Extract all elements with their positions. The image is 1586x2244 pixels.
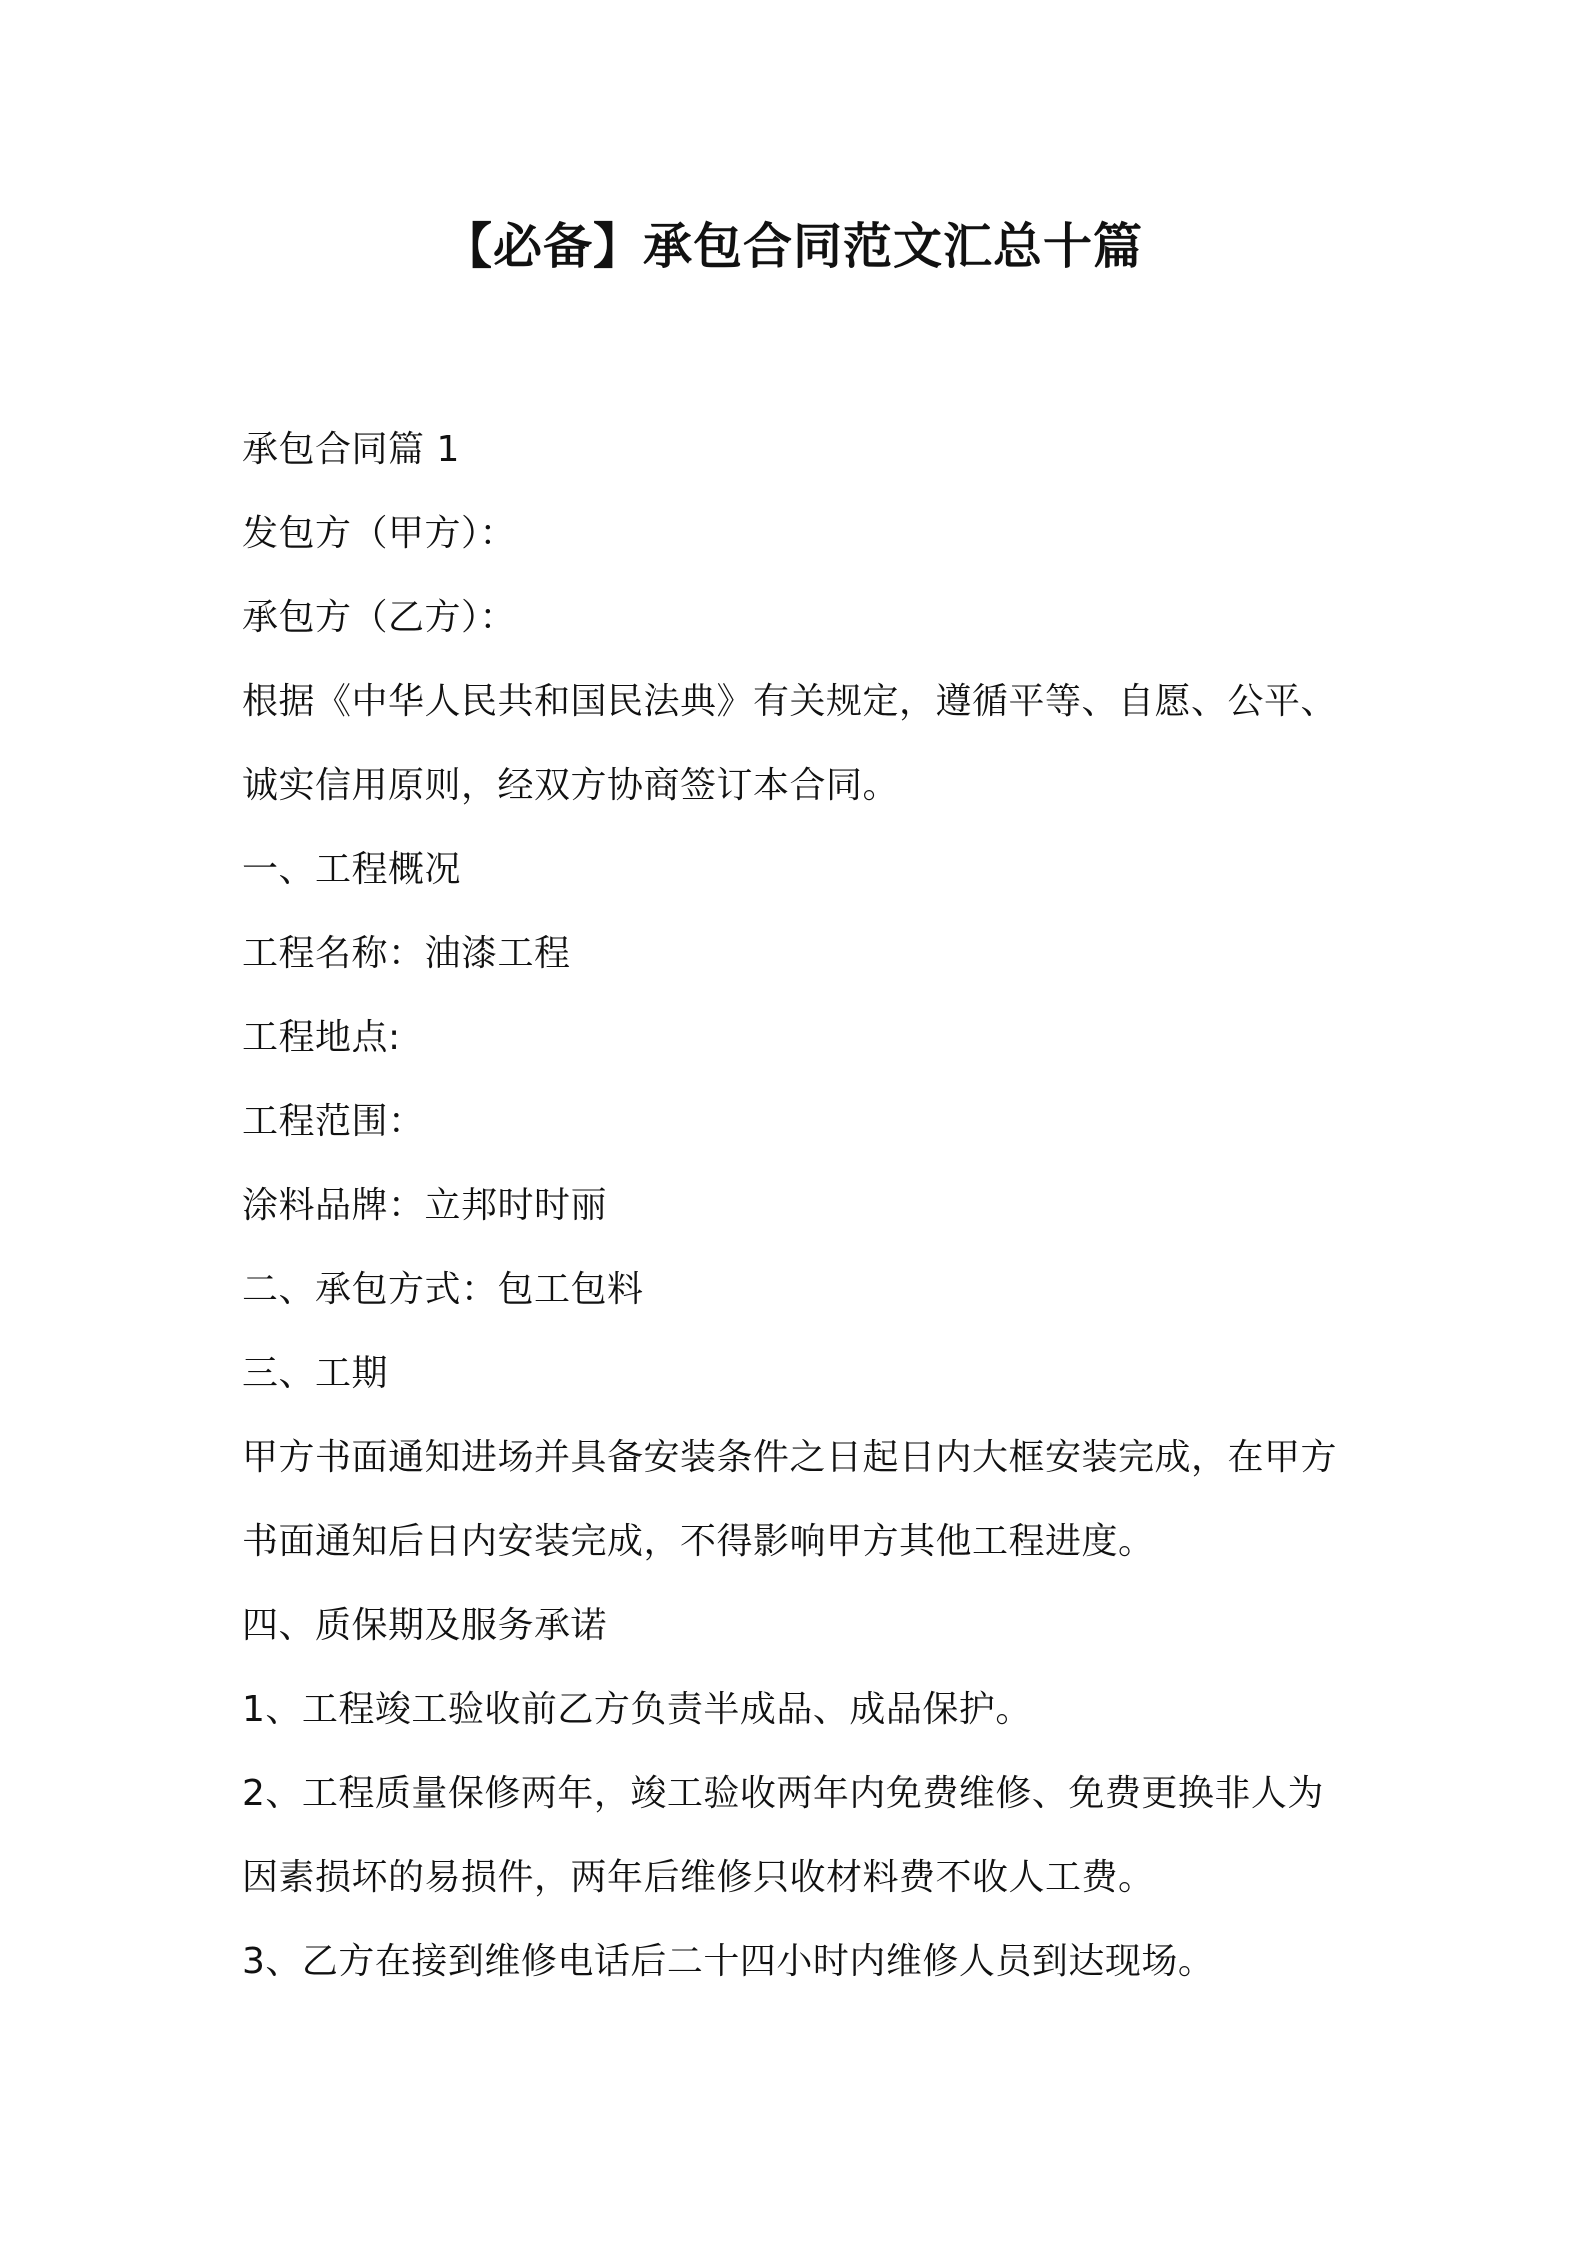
list-item: 1、工程竣工验收前乙方负责半成品、成品保护。 bbox=[242, 1689, 1032, 1730]
list-item: 2、工程质量保修两年，竣工验收两年内免费维修、免费更换非人为 bbox=[242, 1773, 1324, 1814]
field-line: 工程范围： bbox=[242, 1101, 425, 1142]
document-title: 【必备】承包合同范文汇总十篇 bbox=[442, 218, 1143, 275]
list-item: 3、乙方在接到维修电话后二十四小时内维修人员到达现场。 bbox=[242, 1941, 1215, 1982]
clause-heading: 四、质保期及服务承诺 bbox=[242, 1605, 608, 1646]
party-a-line: 发包方（甲方）： bbox=[242, 513, 517, 554]
paragraph-line: 诚实信用原则，经双方协商签订本合同。 bbox=[242, 765, 900, 806]
paragraph-line: 甲方书面通知进场并具备安装条件之日起日内大框安装完成，在甲方 bbox=[242, 1437, 1338, 1478]
clause-heading: 三、工期 bbox=[242, 1353, 389, 1394]
field-line: 工程地点: bbox=[242, 1017, 401, 1058]
list-item-continuation: 因素损坏的易损件，两年后维修只收材料费不收人工费。 bbox=[242, 1857, 1155, 1898]
party-b-line: 承包方（乙方）： bbox=[242, 597, 517, 638]
paragraph-line: 根据《中华人民共和国民法典》有关规定，遵循平等、自愿、公平、 bbox=[242, 681, 1338, 722]
document-body bbox=[242, 408, 1358, 2004]
clause-heading: 一、工程概况 bbox=[242, 849, 462, 890]
paragraph-line: 书面通知后日内安装完成，不得影响甲方其他工程进度。 bbox=[242, 1521, 1155, 1562]
section-heading: 承包合同篇 1 bbox=[242, 429, 460, 470]
field-line: 工程名称：油漆工程 bbox=[242, 933, 571, 974]
clause-heading: 二、承包方式：包工包料 bbox=[242, 1269, 644, 1310]
field-line: 涂料品牌：立邦时时丽 bbox=[242, 1185, 608, 1226]
